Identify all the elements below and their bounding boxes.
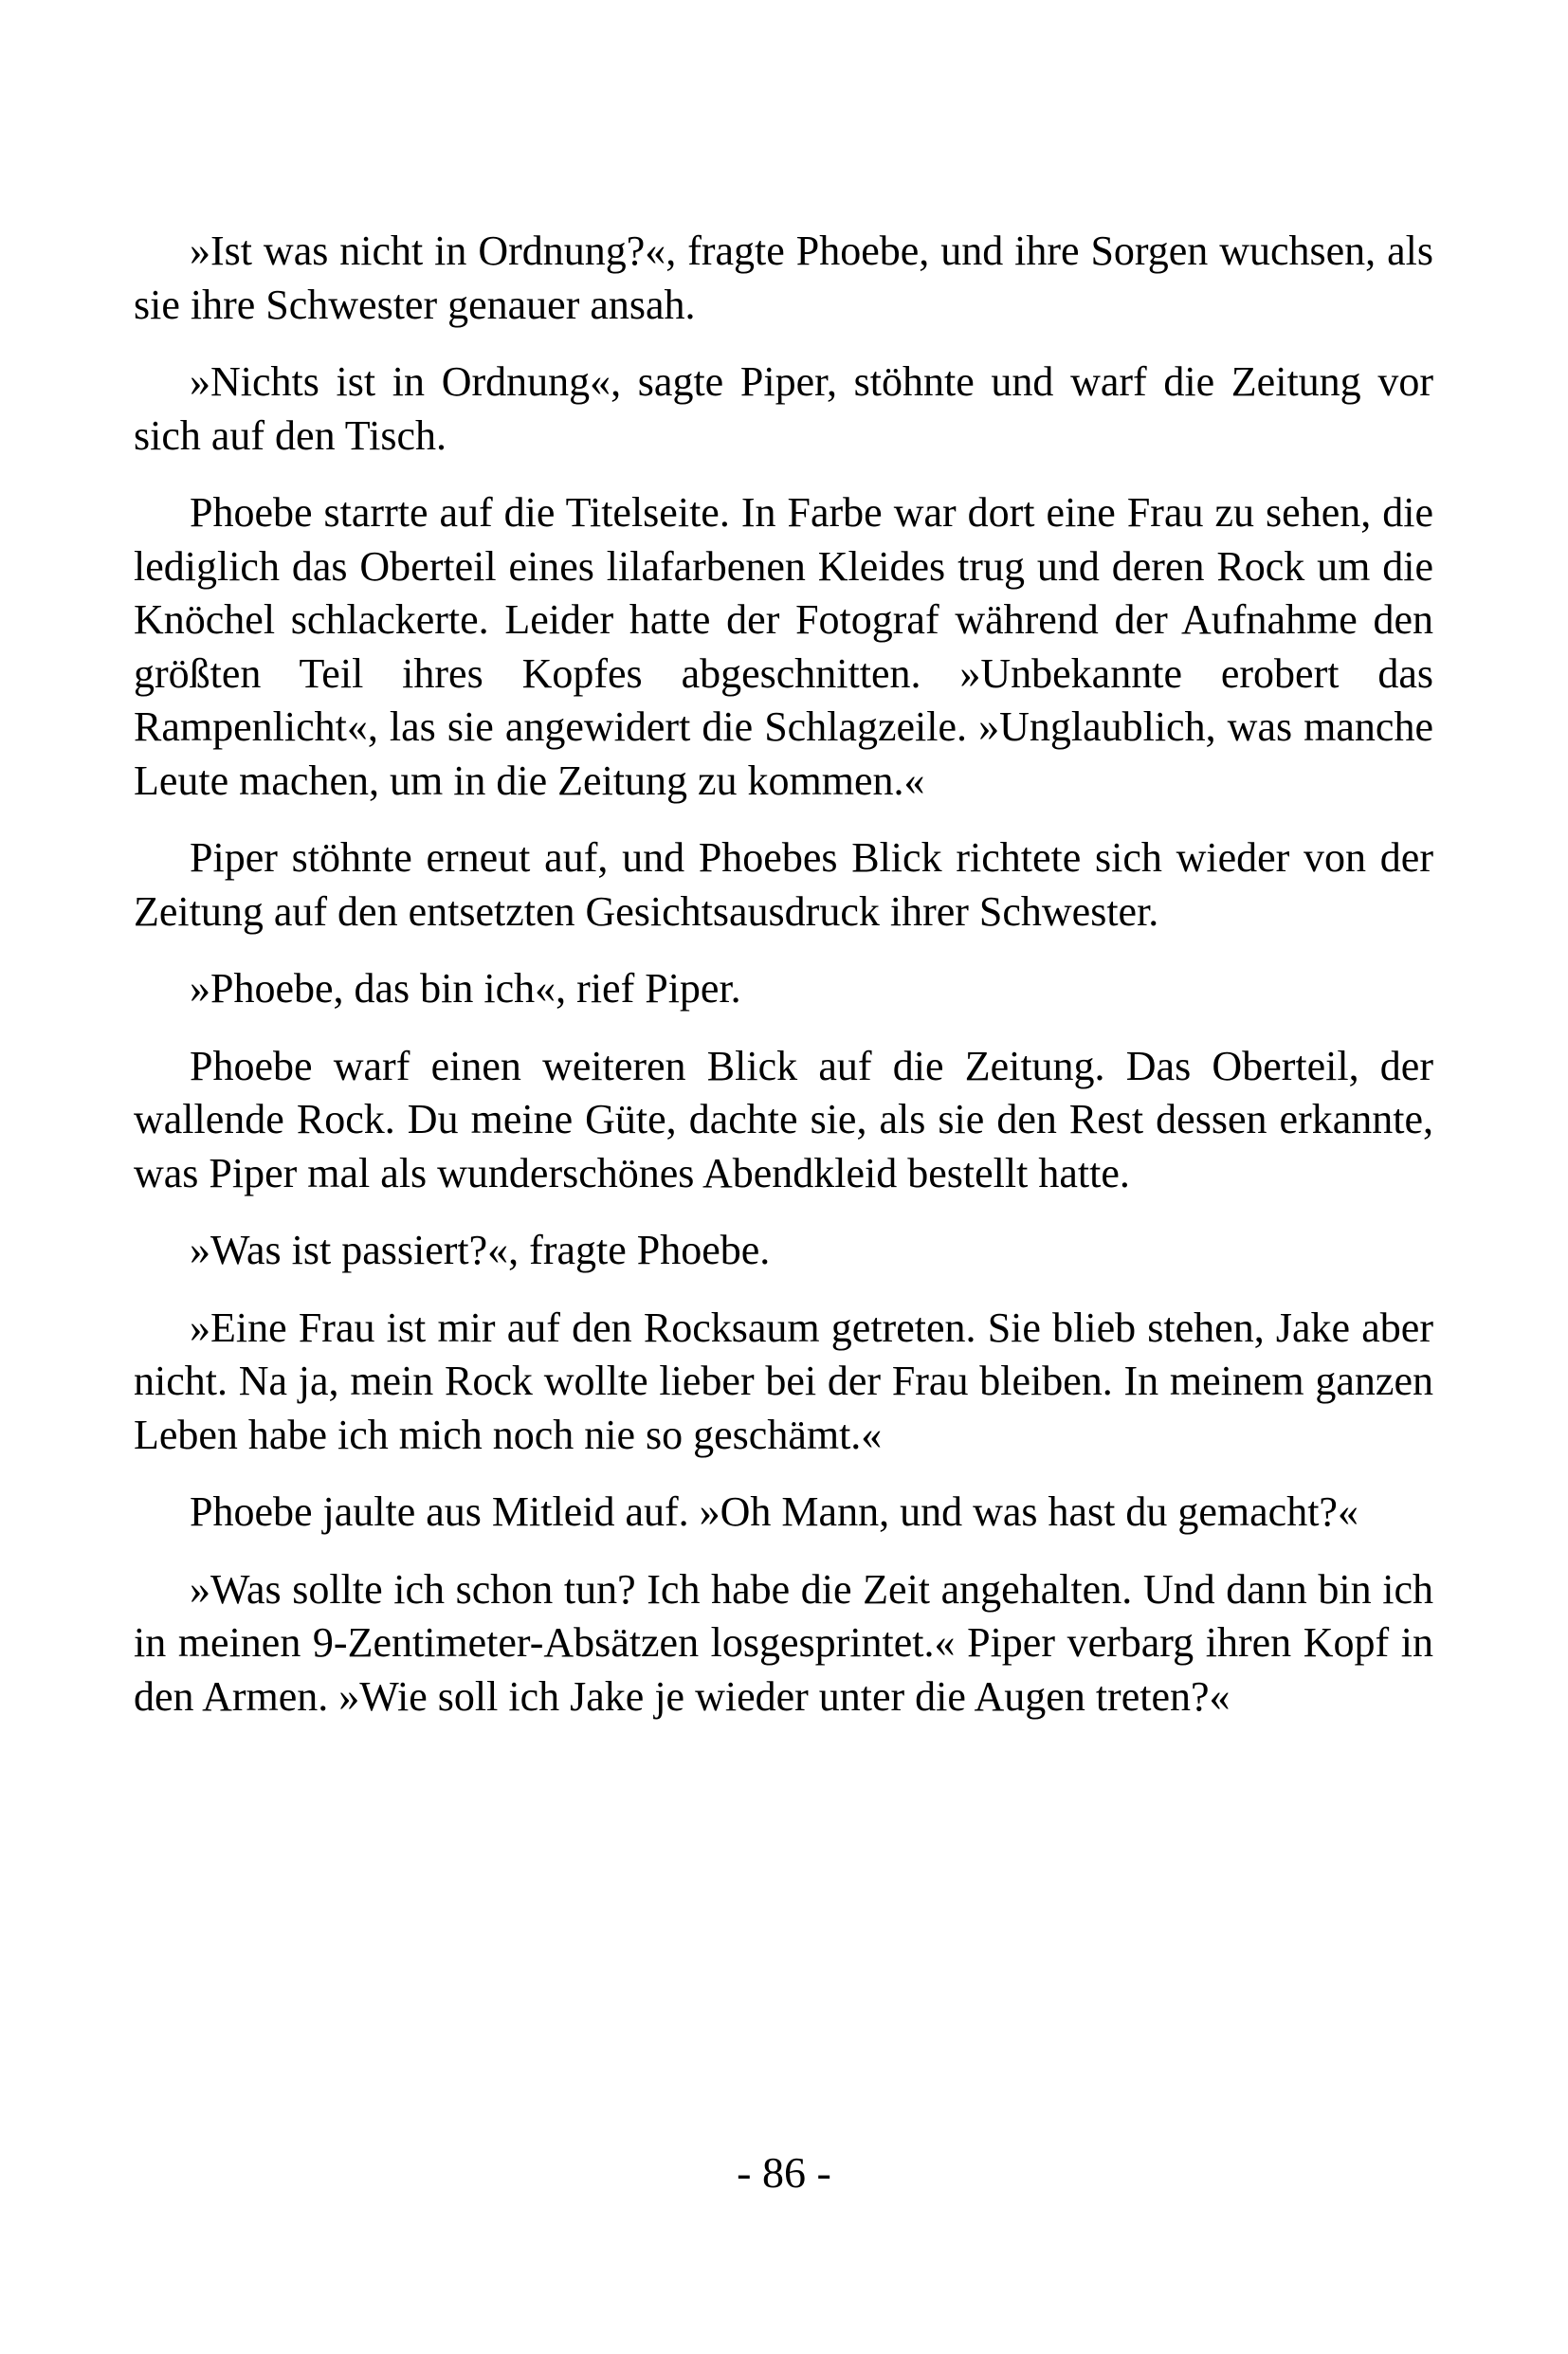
paragraph: Phoebe warf einen weiteren Blick auf die Zeitung. Das Oberteil, der wallende Rock. Du meine Güte, dachte sie, als sie den Rest dessen erkannte, was Piper mal als wunderschönes Abendkleid bestellt hatte. [134, 1042, 1433, 1196]
paragraph: »Ist was nicht in Ordnung?«, fragte Phoebe, und ihre Sorgen wuchsen, als sie ihre Schwester genauer ansah. [134, 228, 1433, 328]
paragraph: »Was ist passiert?«, fragte Phoebe. [190, 1227, 771, 1273]
paragraph: Phoebe starrte auf die Titelseite. In Farbe war dort eine Frau zu sehen, die lediglich das Oberteil eines lilafarbenen Kleides trug und deren Rock um die Knöchel schlackerte. Leider hatte der Fotograf während der Aufnahme den größten Teil ihres Kopfes abgeschnitten. »Unbekannte erobert das Rampenlicht«, las sie angewidert die Schlagzeile. »Unglaublich, was manche Leute machen, um in die Zeitung zu kommen.« [134, 489, 1433, 804]
page-number: - 86 - [737, 2148, 831, 2197]
paragraph: Phoebe jaulte aus Mitleid auf. »Oh Mann, und was hast du gemacht?« [190, 1488, 1358, 1535]
paragraph: »Phoebe, das bin ich«, rief Piper. [190, 965, 741, 1012]
body-text [134, 225, 1433, 1747]
paragraph: »Was sollte ich schon tun? Ich habe die Zeit angehalten. Und dann bin ich in meinen 9-Zentimeter-Absätzen losgesprintet.« Piper verbarg ihren Kopf in den Armen. »Wie soll ich Jake je wieder unter die Augen treten?« [134, 1565, 1433, 1720]
paragraph: Piper stöhnte erneut auf, und Phoebes Blick richtete sich wieder von der Zeitung auf den entsetzten Gesichtsausdruck ihrer Schwester. [134, 834, 1433, 935]
paragraph: »Nichts ist in Ordnung«, sagte Piper, stöhnte und warf die Zeitung vor sich auf den Tisch. [134, 358, 1433, 459]
paragraph: »Eine Frau ist mir auf den Rocksaum getreten. Sie blieb stehen, Jake aber nicht. Na ja, mein Rock wollte lieber bei der Frau bleiben. In meinem ganzen Leben habe ich mich noch nie so geschämt.« [134, 1304, 1433, 1458]
